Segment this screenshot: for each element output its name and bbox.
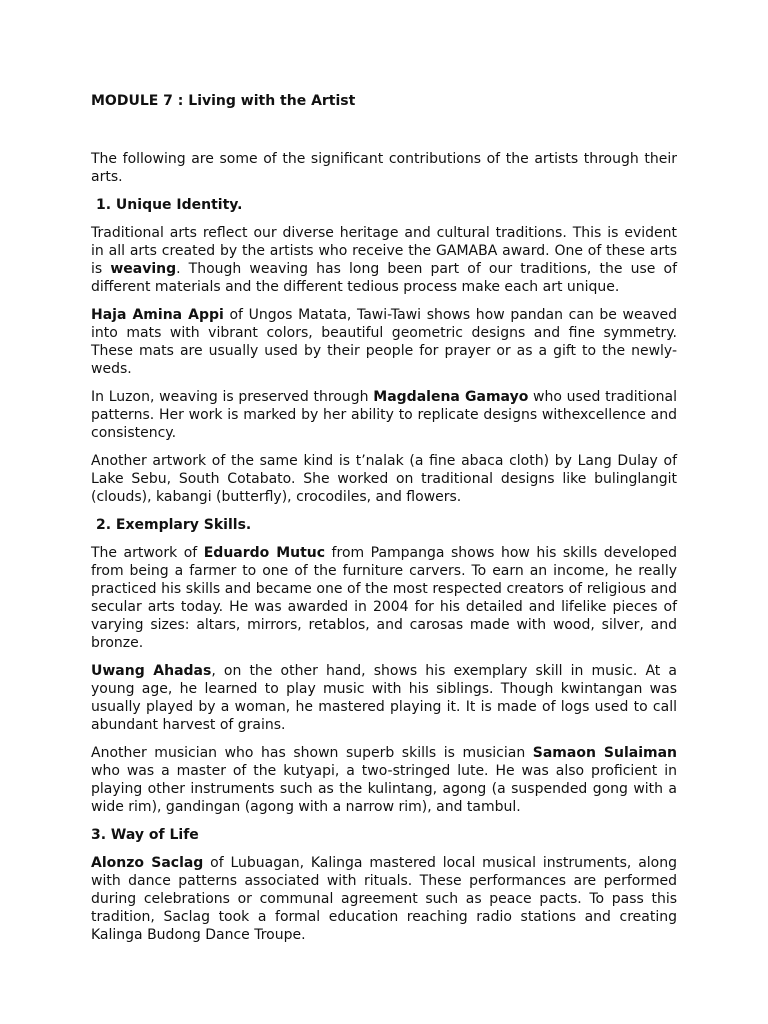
paragraph-eduardo-mutuc — [91, 544, 677, 652]
paragraph-haja-amina-appi — [91, 306, 677, 378]
text-run: Another musician who has shown superb skills is musician — [91, 745, 533, 761]
artist-name: Samaon Sulaiman — [532, 745, 677, 761]
text-run: The artwork of — [91, 545, 204, 561]
artist-name: Magdalena Gamayo — [373, 389, 529, 405]
text-run: Another artwork of the same kind is t’nalak (a fine abaca cloth) by Lang Dulay of Lake Sebu, South Cotabato. She worked on traditional designs like bulinglangit (clouds), kabangi (butterfly), crocodiles, and flowers. — [91, 453, 677, 505]
paragraph-samaon-sulaiman — [91, 744, 677, 816]
paragraph-lang-dulay — [91, 452, 677, 506]
text-run: Traditional arts reflect our diverse heritage and cultural traditions. This is evident in all arts created by the artists who receive the GAMABA award. One of these arts is — [91, 225, 677, 277]
paragraph-weaving — [91, 224, 677, 296]
artist-name: Eduardo Mutuc — [203, 545, 326, 561]
intro-paragraph: The following are some of the significant contributions of the artists through their arts. — [91, 151, 677, 185]
section-heading-exemplary-skills: 2. Exemplary Skills. — [96, 517, 252, 533]
text-run: In Luzon, weaving is preserved through — [91, 389, 374, 405]
text-run: , on the other hand, shows his exemplary skill in music. At a young age, he learned to play music with his siblings. Though kwintangan was usually played by a woman, he mastered playing it. It is made of logs used to call abundant harvest of grains. — [91, 663, 677, 733]
text-run: of Ungos Matata, Tawi-Tawi shows how pandan can be weaved into mats with vibrant colors, beautiful geometric designs and fine symmetry. These mats are usually used by their people for prayer or as a gift to the newly-weds. — [91, 307, 677, 377]
document-title: MODULE 7 : Living with the Artist — [91, 93, 356, 109]
paragraph-uwang-ahadas — [91, 662, 677, 734]
text-run: . Though weaving has long been part of our traditions, the use of different materials and the different tedious process make each art unique. — [91, 261, 677, 295]
section-heading-unique-identity: 1. Unique Identity. — [96, 197, 243, 213]
section-heading-way-of-life: 3. Way of Life — [91, 827, 199, 843]
paragraph-magdalena-gamayo — [91, 388, 677, 442]
artist-name: Uwang Ahadas — [91, 663, 212, 679]
text-run: who used traditional patterns. Her work is marked by her ability to replicate designs withexcellence and consistency. — [91, 389, 677, 441]
document-body — [91, 92, 677, 944]
bold-term: weaving — [110, 261, 177, 277]
text-run: who was a master of the kutyapi, a two-stringed lute. He was also proficient in playing other instruments such as the kulintang, agong (a suspended gong with a wide rim), gandingan (agong with a narrow rim), and tambul. — [91, 763, 677, 815]
text-run: from Pampanga shows how his skills developed from being a farmer to one of the furniture carvers. To earn an income, he really practiced his skills and became one of the most respected creators of religious and secular arts today. He was awarded in 2004 for his detailed and lifelike pieces of varying sizes: altars, mirrors, retablos, and carosas made with wood, silver, and bronze. — [91, 545, 677, 651]
artist-name: Alonzo Saclag — [91, 855, 204, 871]
artist-name: Haja Amina Appi — [91, 307, 224, 323]
paragraph-alonzo-saclag — [91, 854, 677, 944]
text-run: of Lubuagan, Kalinga mastered local musical instruments, along with dance patterns associated with rituals. These performances are performed during celebrations or communal agreement such as peace pacts. To pass this tradition, Saclag took a formal education reaching radio stations and creating Kalinga Budong Dance Troupe. — [91, 855, 677, 943]
